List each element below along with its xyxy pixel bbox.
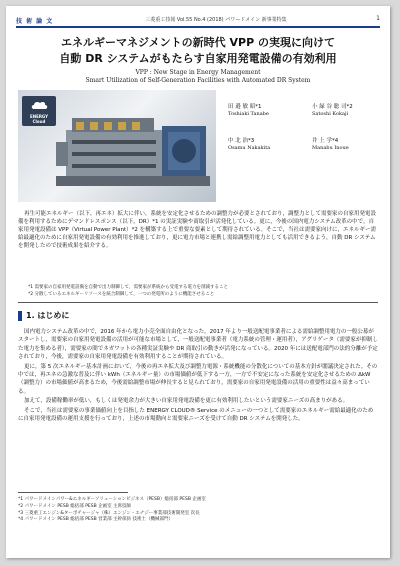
author-name: 井 上 学*4 xyxy=(312,138,339,144)
logo-text-energy: ENERGY xyxy=(30,114,48,119)
author-romaji: Manabu Inoue xyxy=(312,145,349,151)
generator-engine-image xyxy=(56,112,210,190)
document-page xyxy=(6,6,390,558)
section-title: はじめに xyxy=(37,311,70,320)
term-note: *1 需要家の自家用発電設備を自動で出力制御して，需要家が系統から受電する電力を削減すること xyxy=(28,285,228,290)
hero-image xyxy=(18,90,216,202)
footnote-rule xyxy=(18,492,128,493)
abstract xyxy=(18,210,378,250)
term-note: *2 分散しているエネルギーリソースを統合制御して，一つの発電所のように機能させること xyxy=(28,292,215,297)
abstract-paragraph: 再生可能エネルギー（以下，再エネ）拡大に伴い，系統を安定化させるための調整力が必要とされており，調整力として需要家の自家用発電設備を利用するためにデマンドレスポンス（以下，DR）*1 の実証実験や商取引が活発化している。更に，今後の国内電力システム改革の中で，自家用発電設備は VPP（Virtual Power Plant）*2 を構築する上で重要な要素として期待されている。そこで，当社は需要家向けに，エネルギー需給最適化のために自家用発電設備の有効利用を推進しており，更に電力市場と連携し需給調整用電力としても活用できるよう，自動 DR システムを開発したので技術成果を紹介する。 xyxy=(18,211,377,249)
english-title-line-1: VPP : New Stage in Energy Management xyxy=(135,69,261,76)
journal-header: 三菱重工技報 Vol.55 No.4 (2018) パワードメイン 新事業特集 xyxy=(145,17,287,23)
body-paragraph: 国内電力システム改革の中で，2016 年から電力小売全面自由化となった。2017 年より一般送配電事業者による需給調整用電力の一般公募がスタートし，需要家の自家用発電設備の活用が可能な市場として，一般送配電事業者（電力系統の管理・運用者），アグリゲータ（需要家が抑制した電力を集める者），需要家の間でネガワットの各種実証実験や DR 商取引の動きが活発になっている。2020 年には送配電部門の法的分離が予定されており，今後，需要家の自家用発電設備を有効利用することが期待されている。 xyxy=(18,329,378,361)
section-number: 1. xyxy=(26,311,35,320)
body-paragraph: 更に，第 5 次エネルギー基本計画において，今後の再エネ拡大及び調整力電源・系統機能の分散化についての基本方針が閣議決定された。その中では，再エネの急激な普及に伴い kWh（エネルギー量）の市場価値が低下する一方，一方で不安定になった系統を安定化させるための ΔkW（調整力）の市場価値が高まるため，今後需給調整市場が伸長すると見られており，需要家の自家用発電設備の活用の重要性は益々高まっている。 xyxy=(18,363,378,395)
body-text xyxy=(18,328,378,424)
english-title-line-2: Smart Utilization of Self-Generation Facilities with Automated DR System xyxy=(85,77,311,84)
page-number: 1 xyxy=(376,15,380,22)
article-category: 技 術 論 文 xyxy=(16,18,54,25)
author-4 xyxy=(312,136,390,151)
cloud-icon xyxy=(30,100,48,110)
section-divider xyxy=(18,302,378,303)
author-name: 田 邉 敏 昭*1 xyxy=(228,104,262,110)
author-romaji: Toshiaki Tanabe xyxy=(228,111,269,117)
paper-title-line-1: エネルギーマネジメントの新時代 VPP の実現に向けて xyxy=(61,36,335,49)
body-paragraph: そこで，当社は需要家の事業価値向上を目指した ENERGY CLOUD® Service のメニューの一つとして需要家のエネルギー需給最適化のために自家用発電設備の運用支援を行っており，上述の市場動向と需要家ニーズを受けて自動 DR システムを開発した。 xyxy=(18,407,374,423)
author-name: 小 緑 谷 聡 司*2 xyxy=(312,104,353,110)
header-rule xyxy=(16,26,380,28)
footnote: *2 パワードメイン PESB 総括部 PESB 企画室 主席技師 xyxy=(18,503,132,509)
author-3 xyxy=(228,136,308,151)
energy-cloud-logo xyxy=(22,96,56,126)
section-marker xyxy=(18,311,22,321)
author-list xyxy=(228,102,388,198)
footnotes xyxy=(18,497,378,524)
author-2 xyxy=(312,102,390,117)
author-name: 中 北 治*3 xyxy=(228,138,255,144)
author-romaji: Osamu Nakakita xyxy=(228,145,271,151)
body-paragraph: 加えて，設備稼働率が低い，もしくは発電余力が大きい自家用発電設備を更に有効利用したいという需要家ニーズの高まりがある。 xyxy=(24,398,349,405)
logo-text-cloud: Cloud xyxy=(32,119,46,124)
author-1 xyxy=(228,102,308,117)
paper-title-line-2: 自動 DR システムがもたらす自家用発電設備の有効利用 xyxy=(59,52,337,65)
footnote: *1 パワードメインパワー&エネルギーソリューションビジネス（PESB）総括部 PESB 企画室 xyxy=(18,497,206,502)
footnote: *3 三菱重工エンジン&ターボチャージャ（株）エンジン・エナジー事業部技術開発室 次長 xyxy=(18,510,200,516)
author-romaji: Satoshi Kokaji xyxy=(312,111,349,117)
footnote: *4 パワードメイン PESB 総括部 PESB 営業部 主幹部員 技術士（機械部門） xyxy=(18,517,173,523)
section-heading xyxy=(18,310,378,322)
term-notes xyxy=(28,284,378,298)
